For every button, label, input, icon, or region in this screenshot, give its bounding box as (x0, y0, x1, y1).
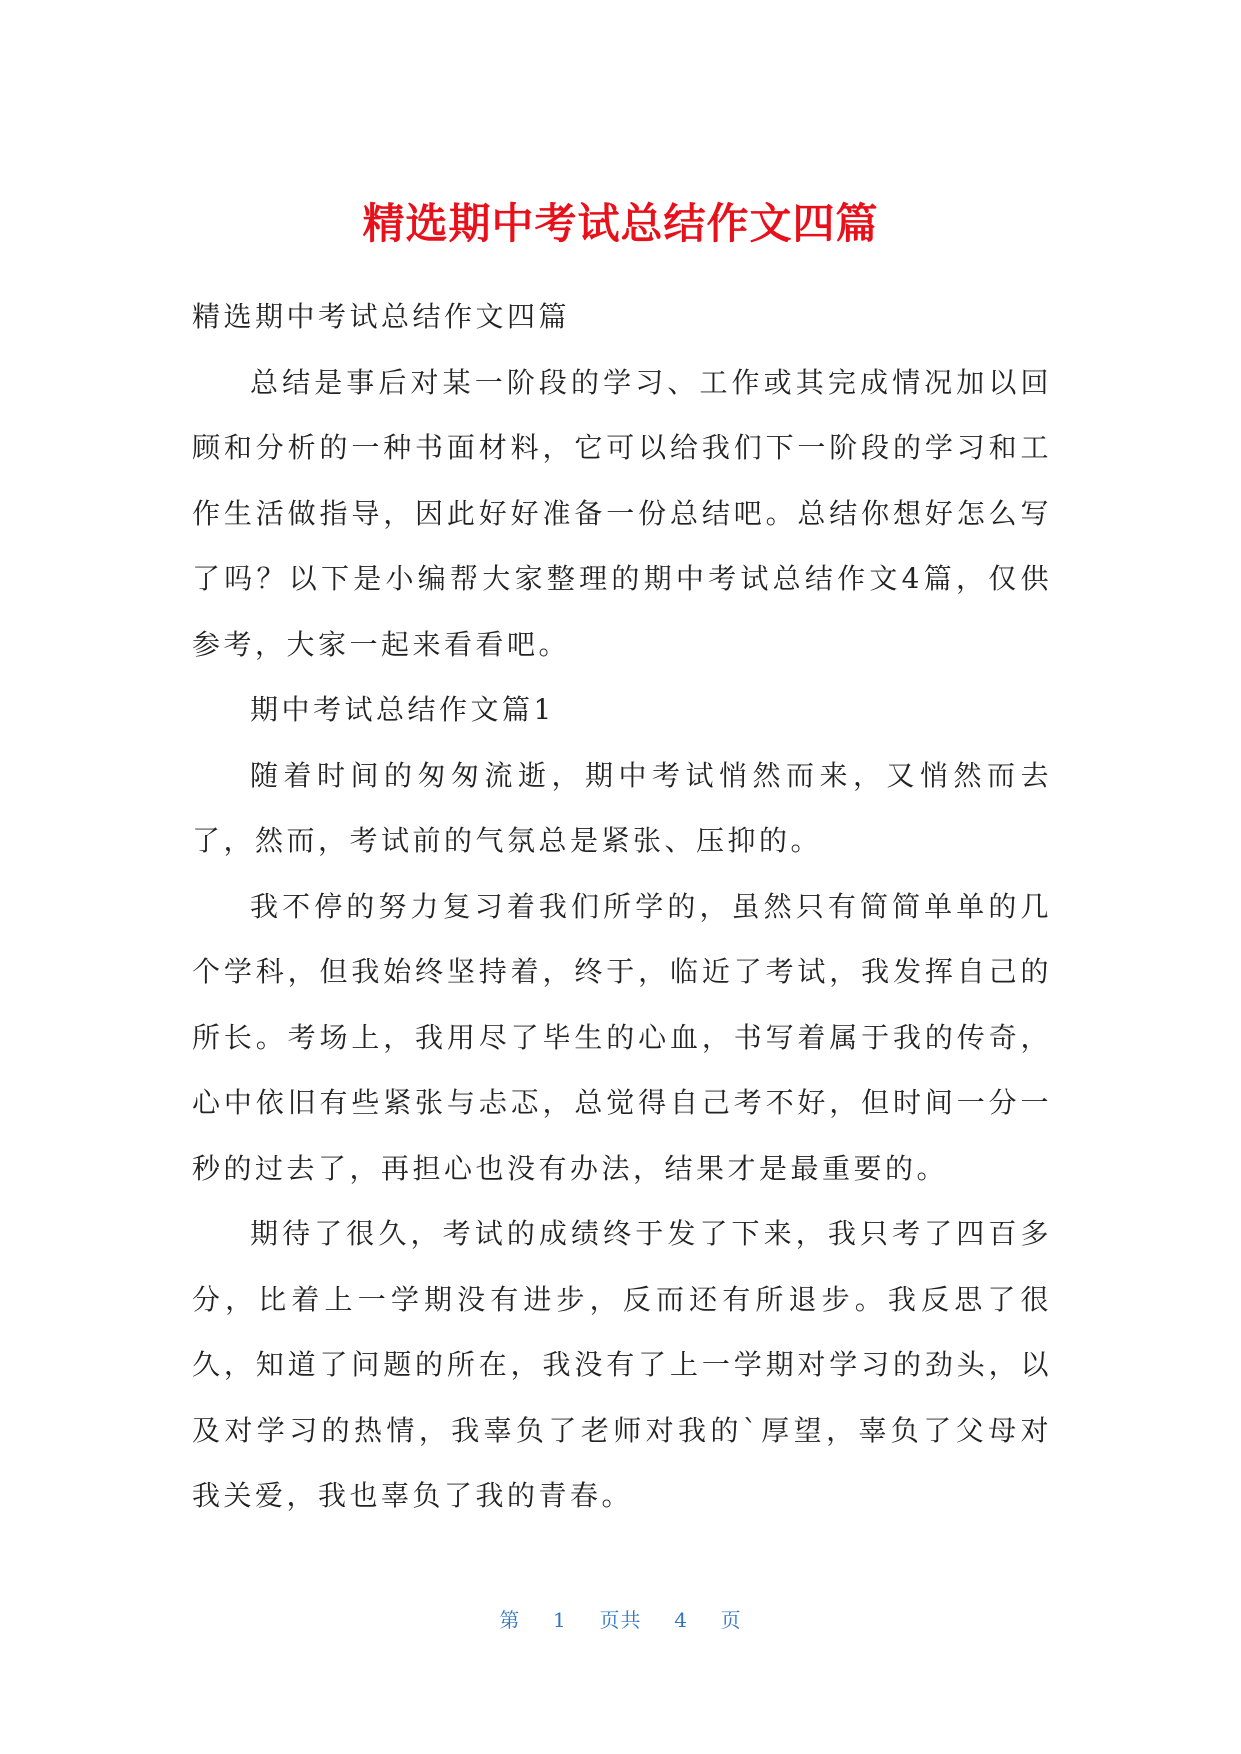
body-paragraph: 期待了很久，考试的成绩终于发了下来，我只考了四百多分，比着上一学期没有进步，反而还有所退步。我反思了很久，知道了问题的所在，我没有了上一学期对学习的劲头，以及对学习的热情，我辜负了老师对我的`厚望，辜负了父母对我关爱，我也辜负了我的青春。 (192, 1217, 1052, 1512)
body-paragraph: 我不停的努力复习着我们所学的，虽然只有简简单单的几个学科，但我始终坚持着，终于，临近了考试，我发挥自己的所长。考场上，我用尽了毕生的心血，书写着属于我的传奇，心中依旧有些紧张与忐忑，总觉得自己考不好，但时间一分一秒的过去了，再担心也没有办法，结果才是最重要的。 (192, 889, 1052, 1185)
document-title: 精选期中考试总结作文四篇 (362, 199, 879, 248)
intro-paragraph: 总结是事后对某一阶段的学习、工作或其完成情况加以回顾和分析的一种书面材料，它可以给我们下一阶段的学习和工作生活做指导，因此好好准备一份总结吧。总结你想好怎么写了吗？以下是小编帮大家整理的期中考试总结作文4篇，仅供参考，大家一起来看看吧。 (192, 365, 1052, 661)
footer-page-mid: 页共 (599, 1608, 642, 1632)
footer-page-prefix: 第 (499, 1608, 521, 1632)
footer-total-pages: 4 (674, 1608, 688, 1632)
page-footer (0, 1606, 1241, 1634)
body-paragraph: 随着时间的匆匆流逝，期中考试悄然而来，又悄然而去了，然而，考试前的气氛总是紧张、压抑的。 (192, 758, 1052, 857)
footer-current-page: 1 (553, 1608, 567, 1632)
footer-page-suffix: 页 (720, 1608, 742, 1632)
section-heading: 期中考试总结作文篇1 (250, 693, 555, 726)
document-body (192, 284, 1052, 1529)
subtitle-paragraph: 精选期中考试总结作文四篇 (192, 300, 571, 333)
